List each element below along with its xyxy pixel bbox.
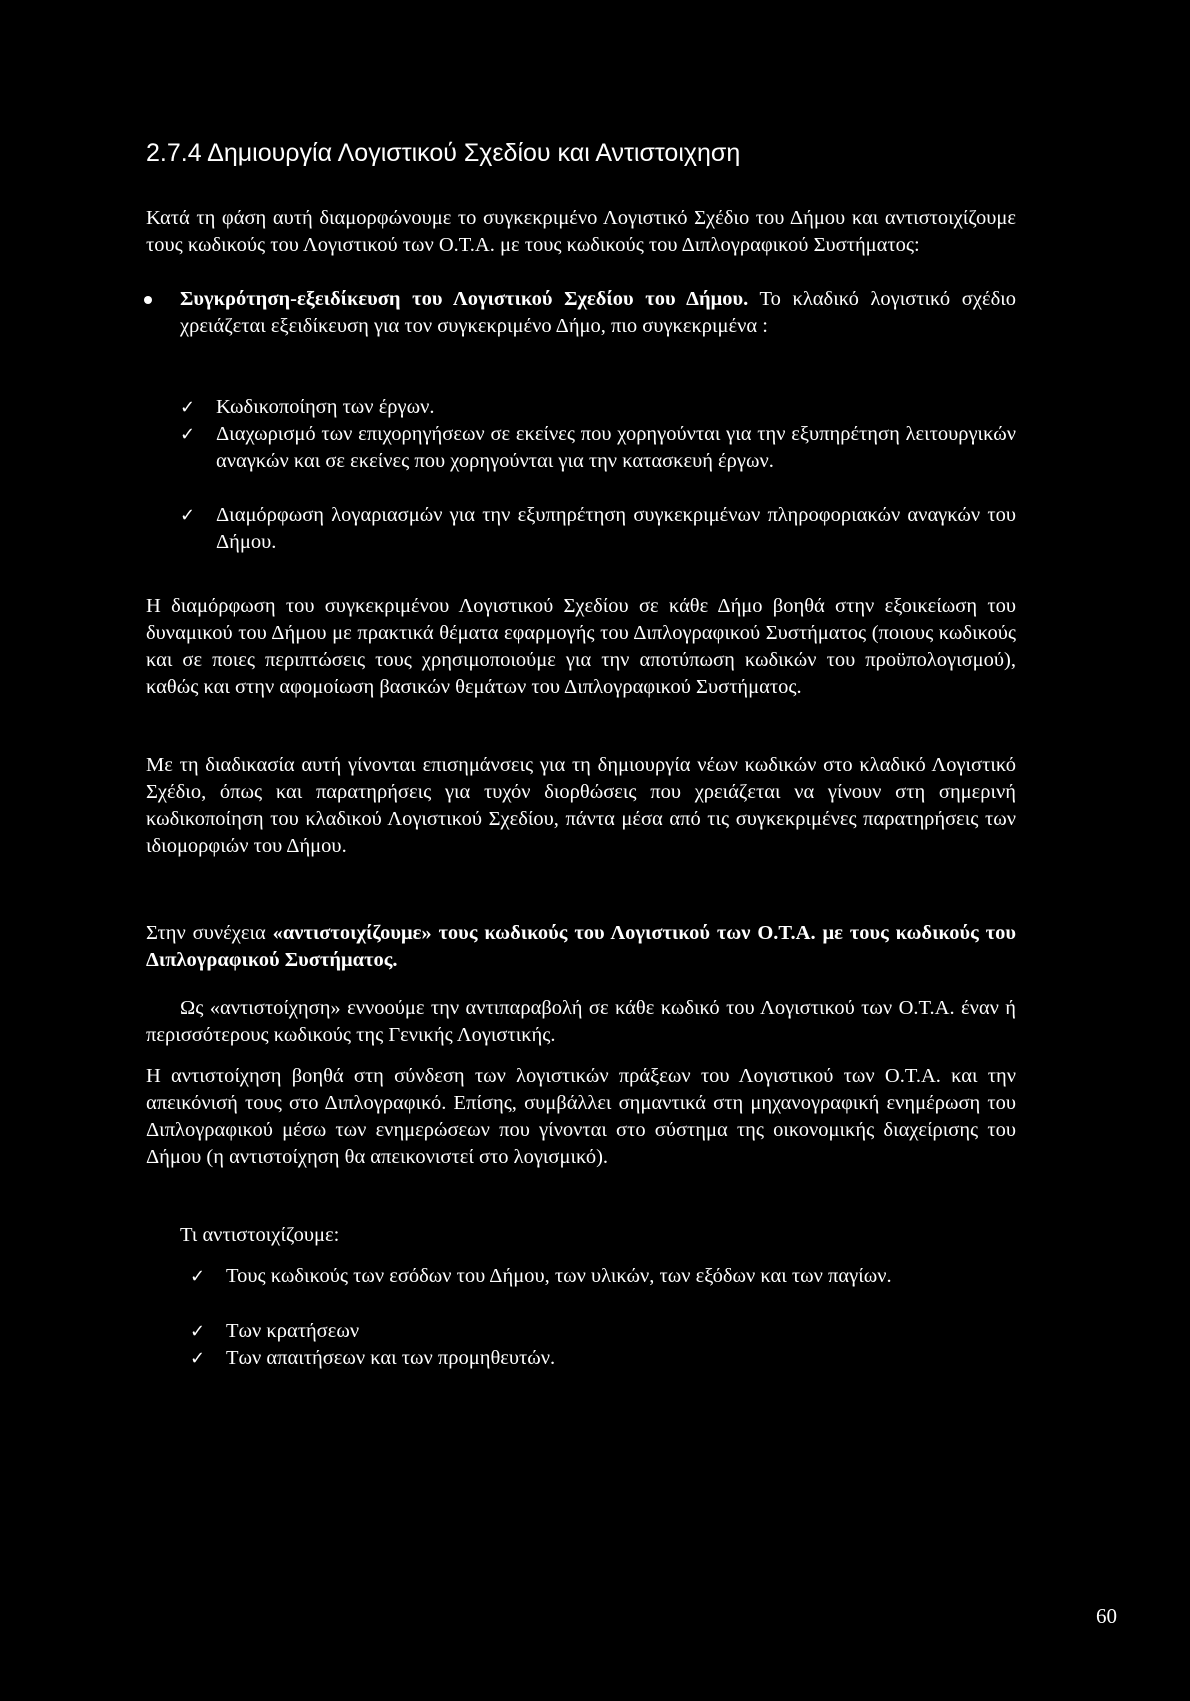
bullet-bold-text: Συγκρότηση-εξειδίκευση του Λογιστικού Σχεδίου του Δήμου. xyxy=(180,288,749,310)
check-item-text: Κωδικοποίηση των έργων. xyxy=(216,396,435,418)
check-item-text: Διαχωρισμό των επιχορηγήσεων σε εκείνες που χορηγούνται για την εξυπηρέτηση λειτουργικών αναγκών και σε εκείνες που χορηγούνται για την κατασκευή έργων. xyxy=(216,423,1016,472)
check-icon: ✓ xyxy=(190,1321,206,1342)
check-item-text: Τους κωδικούς των εσόδων του Δήμου, των υλικών, των εξόδων και των παγίων. xyxy=(226,1265,892,1287)
check-item-text: Των κρατήσεων xyxy=(226,1320,360,1342)
paragraph-2: Η διαμόρφωση του συγκεκριμένου Λογιστικού Σχεδίου σε κάθε Δήμο βοηθά στην εξοικείωση του δυναμικού του Δήμου με πρακτικά θέματα εφαρμογής του Διπλογραφικού Συστήματος (ποιους κωδικούς και σε ποιες περιπτώσεις τους χρησιμοποιούμε για την αποτύπωση κωδικών του προϋπολογισμού), καθώς και στην αφομοίωση βασικών θεμάτων του Διπλογραφικού Συστήματος. xyxy=(146,595,1016,698)
paragraph-4 xyxy=(146,920,1016,974)
bullet-normal-text: Το κλαδικό λογιστικό σχέδιο χρειάζεται εξειδίκευση για τον συγκεκριμένο Δήμο, πιο συγκεκριμένα : xyxy=(180,288,1016,337)
paragraph-5: Ως «αντιστοίχηση» εννοούμε την αντιπαραβολή σε κάθε κωδικό του Λογιστικού των Ο.Τ.Α. έναν ή περισσότερους κωδικούς της Γενικής Λογιστικής. xyxy=(146,997,1016,1046)
paragraph-4-lead: Στην συνέχεια xyxy=(146,922,273,944)
check-icon: ✓ xyxy=(180,505,196,526)
bullet-dot-icon xyxy=(144,296,152,304)
bullet-text xyxy=(180,286,1016,340)
check-icon: ✓ xyxy=(180,397,196,418)
section-heading: 2.7.4 Δημιουργία Λογιστικού Σχεδίου και Αντιστοιχηση xyxy=(146,139,741,167)
paragraph-6: Η αντιστοίχηση βοηθά στη σύνδεση των λογιστικών πράξεων του Λογιστικού των Ο.Τ.Α. και την απεικόνισή τους στο Διπλογραφικό. Επίσης, συμβάλλει σημαντικά στη μηχανογραφική ενημέρωση του Διπλογραφικού μέσω των ενημερώσεων που γίνονται στο σύστημα της οικονομικής διαχείρισης του Δήμου (η αντιστοίχηση θα απεικονιστεί στο λογισμικό). xyxy=(146,1065,1016,1168)
page-number: 60 xyxy=(1096,1604,1117,1628)
intro-paragraph: Κατά τη φάση αυτή διαμορφώνουμε το συγκεκριμένο Λογιστικό Σχέδιο του Δήμου και αντιστοιχίζουμε τους κωδικούς του Λογιστικού των Ο.Τ.Α. με τους κωδικούς του Διπλογραφικού Συστήματος: xyxy=(146,207,1016,256)
check-icon: ✓ xyxy=(190,1266,206,1287)
paragraph-3: Με τη διαδικασία αυτή γίνονται επισημάνσεις για τη δημιουργία νέων κωδικών στο κλαδικό Λογιστικό Σχέδιο, όπως και παρατηρήσεις για τυχόν διορθώσεις που χρειάζεται να γίνουν στη σημερινή κωδικοποίηση του κλαδικού Λογιστικού Σχεδίου, πάντα μέσα από τις συγκεκριμένες παρατηρήσεις των ιδιομορφιών του Δήμου. xyxy=(146,754,1016,857)
paragraph-4-bold: «αντιστοιχίζουμε» τους κωδικούς του Λογιστικού των Ο.Τ.Α. με τους κωδικούς του Διπλογραφικού Συστήματος. xyxy=(146,922,1016,971)
check-icon: ✓ xyxy=(180,424,196,445)
paragraph-7: Τι αντιστοιχίζουμε: xyxy=(180,1224,340,1246)
check-item-text: Διαμόρφωση λογαριασμών για την εξυπηρέτηση συγκεκριμένων πληροφοριακών αναγκών του Δήμου. xyxy=(216,504,1016,553)
check-icon: ✓ xyxy=(190,1348,206,1369)
check-item-text: Των απαιτήσεων και των προμηθευτών. xyxy=(226,1347,556,1369)
